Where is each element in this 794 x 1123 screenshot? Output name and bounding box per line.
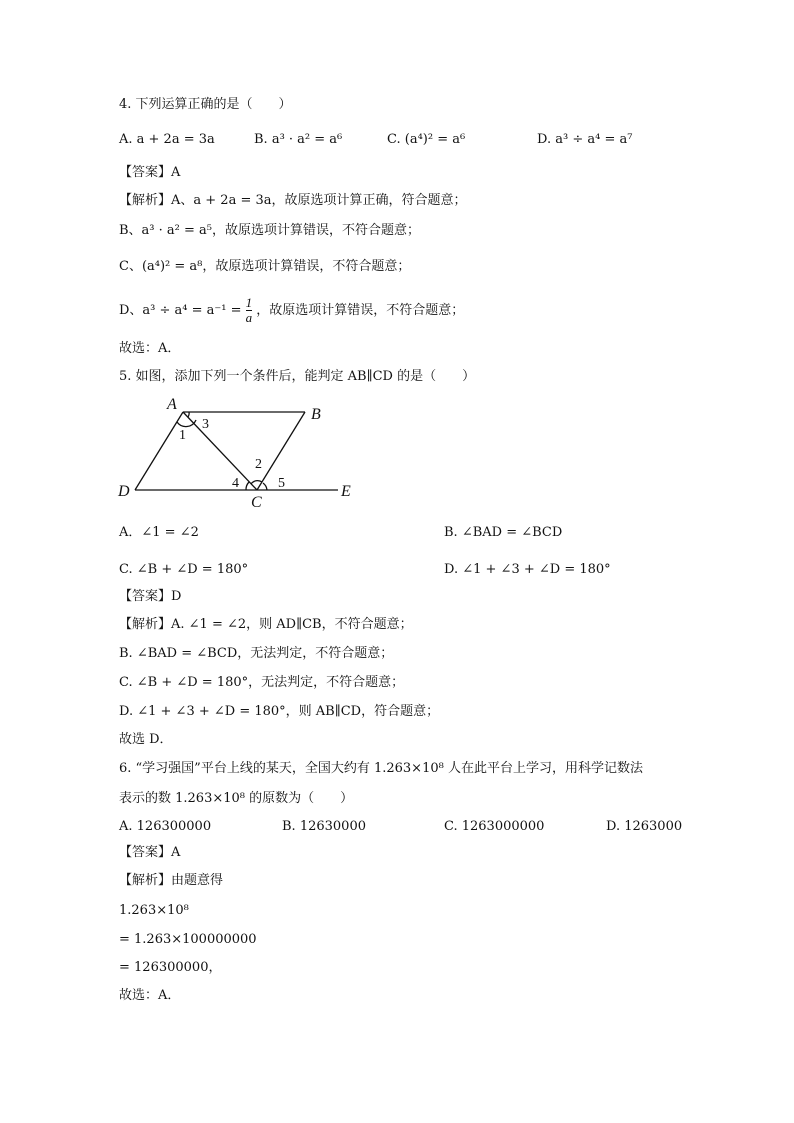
- q6-analysis-line: = 1.263×100000000: [119, 932, 257, 947]
- q5-conclusion: 故选 D．: [119, 732, 173, 747]
- q4-option-a: A. a + 2a = 3a: [119, 132, 215, 147]
- q6-conclusion: 故选：A．: [119, 988, 181, 1003]
- q4-conclusion: 故选：A．: [119, 341, 181, 356]
- q5-option-c: C. ∠B + ∠D = 180°: [119, 562, 249, 577]
- label-E: E: [341, 483, 351, 500]
- angle-arc-3: [188, 412, 189, 417]
- q5-analysis-line: 【解析】A. ∠1 = ∠2，则 AD∥CB，不符合题意；: [119, 617, 413, 632]
- q6-option-a: A. 126300000: [119, 819, 212, 834]
- angle-arc-5: [263, 483, 267, 490]
- q4-analysis-line: B、a³ · a² = a⁵，故原选项计算错误，不符合题意；: [119, 223, 420, 238]
- q5-analysis-line: B. ∠BAD = ∠BCD，无法判定，不符合题意；: [119, 646, 394, 661]
- q6-option-c: C. 1263000000: [444, 819, 545, 834]
- q5-stem: 5. 如图，添加下列一个条件后，能判定 AB∥CD 的是（ ）: [119, 369, 476, 384]
- q4-stem: 4. 下列运算正确的是（ ）: [119, 97, 292, 112]
- angle-label-1: 1: [179, 428, 186, 443]
- q4-analysis-line: C、(a⁴)² = a⁸，故原选项计算错误，不符合题意；: [119, 259, 411, 274]
- q4-analysis-line-d: [119, 296, 464, 325]
- label-C: C: [251, 494, 262, 511]
- angle-label-4: 4: [232, 476, 239, 491]
- q6-option-d: D. 1263000: [606, 819, 683, 834]
- fraction-one-over-a: [246, 296, 253, 325]
- angle-arc-1: [177, 420, 196, 427]
- q5-option-d: D. ∠1 + ∠3 + ∠D = 180°: [444, 562, 611, 577]
- q4-option-d: D. a³ ÷ a⁴ = a⁷: [537, 132, 633, 147]
- angle-label-5: 5: [278, 476, 285, 491]
- q4-option-c: C. (a⁴)² = a⁶: [387, 132, 466, 147]
- fraction-numerator: 1: [245, 295, 253, 310]
- q4-analysis-d-text: ，故原选项计算错误，不符合题意；: [256, 303, 465, 318]
- q6-analysis-line: 1.263×10⁸: [119, 903, 189, 918]
- q5-option-a: A．∠1 = ∠2: [119, 525, 199, 540]
- q5-analysis-line: C. ∠B + ∠D = 180°，无法判定，不符合题意；: [119, 675, 405, 690]
- label-B: B: [311, 406, 321, 423]
- q6-stem-line-2: 表示的数 1.263×10⁸ 的原数为（ ）: [119, 791, 354, 806]
- q6-answer: 【答案】A: [119, 845, 181, 860]
- q4-option-b: B. a³ · a² = a⁶: [254, 132, 343, 147]
- angle-label-3: 3: [202, 417, 209, 432]
- fraction-denominator: a: [245, 310, 253, 325]
- angle-label-2: 2: [255, 457, 262, 472]
- q4-analysis-d-equation: D、a³ ÷ a⁴ = a⁻¹ =: [119, 303, 242, 318]
- q5-analysis-line: D. ∠1 + ∠3 + ∠D = 180°，则 AB∥CD，符合题意；: [119, 704, 440, 719]
- q4-analysis-line: 【解析】A、a + 2a = 3a，故原选项计算正确，符合题意；: [119, 193, 467, 208]
- segment-AD: [135, 412, 183, 490]
- q5-answer: 【答案】D: [119, 589, 182, 604]
- angle-arc-4: [246, 482, 249, 490]
- label-A: A: [167, 396, 177, 413]
- parallelogram-figure: [110, 390, 370, 515]
- q4-answer: 【答案】A: [119, 165, 181, 180]
- q6-stem-line-1: 6. “学习强国”平台上线的某天，全国大约有 1.263×10⁸ 人在此平台上学习，用科学记数法: [119, 761, 643, 776]
- label-D: D: [118, 483, 130, 500]
- q6-analysis-line: = 126300000，: [119, 960, 222, 975]
- q5-option-b: B. ∠BAD = ∠BCD: [444, 525, 563, 540]
- q6-option-b: B. 12630000: [282, 819, 366, 834]
- q6-analysis-line: 【解析】由题意得: [119, 873, 224, 888]
